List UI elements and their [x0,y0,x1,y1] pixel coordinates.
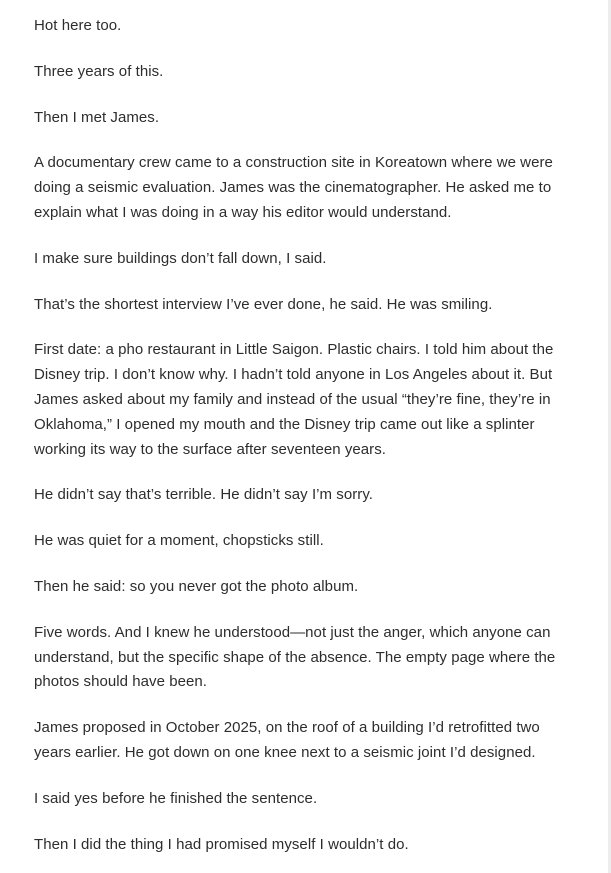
paragraph: I said yes before he finished the sentence. [34,789,318,807]
paragraph: James proposed in October 2025, on the roof of a building I’d retrofitted two years earlier. He got down on one knee next to a seismic joint I’d designed. [34,719,540,761]
paragraph: That’s the shortest interview I’ve ever done, he said. He was smiling. [34,295,493,313]
article-body [34,14,570,873]
paragraph: Then he said: so you never got the photo album. [34,577,359,595]
paragraph: I make sure buildings don’t fall down, I said. [34,249,327,267]
paragraph: Three years of this. [34,62,164,80]
paragraph: Then I did the thing I had promised myself I wouldn’t do. [34,835,409,853]
paragraph: Five words. And I knew he understood—not just the anger, which anyone can understand, but the specific shape of the absence. The empty page where the photos should have been. [34,623,556,691]
paragraph: A documentary crew came to a construction site in Koreatown where we were doing a seismic evaluation. James was the cinematographer. He asked me to explain what I was doing in a way his editor would understand. [34,154,553,221]
paragraph: He was quiet for a moment, chopsticks still. [34,532,324,550]
paragraph: First date: a pho restaurant in Little Saigon. Plastic chairs. I told him about the Disney trip. I don’t know why. I hadn’t told anyone in Los Angeles about it. But James asked about my family and instead of the usual “they’re fine, they’re in Oklahoma,” I opened my mouth and the Disney trip came out like a splinter working its way to the surface after seventeen years. [34,341,554,458]
paragraph: Hot here too. [34,17,122,34]
paragraph: Then I met James. [34,108,160,126]
paragraph: He didn’t say that’s terrible. He didn’t say I’m sorry. [34,486,373,504]
